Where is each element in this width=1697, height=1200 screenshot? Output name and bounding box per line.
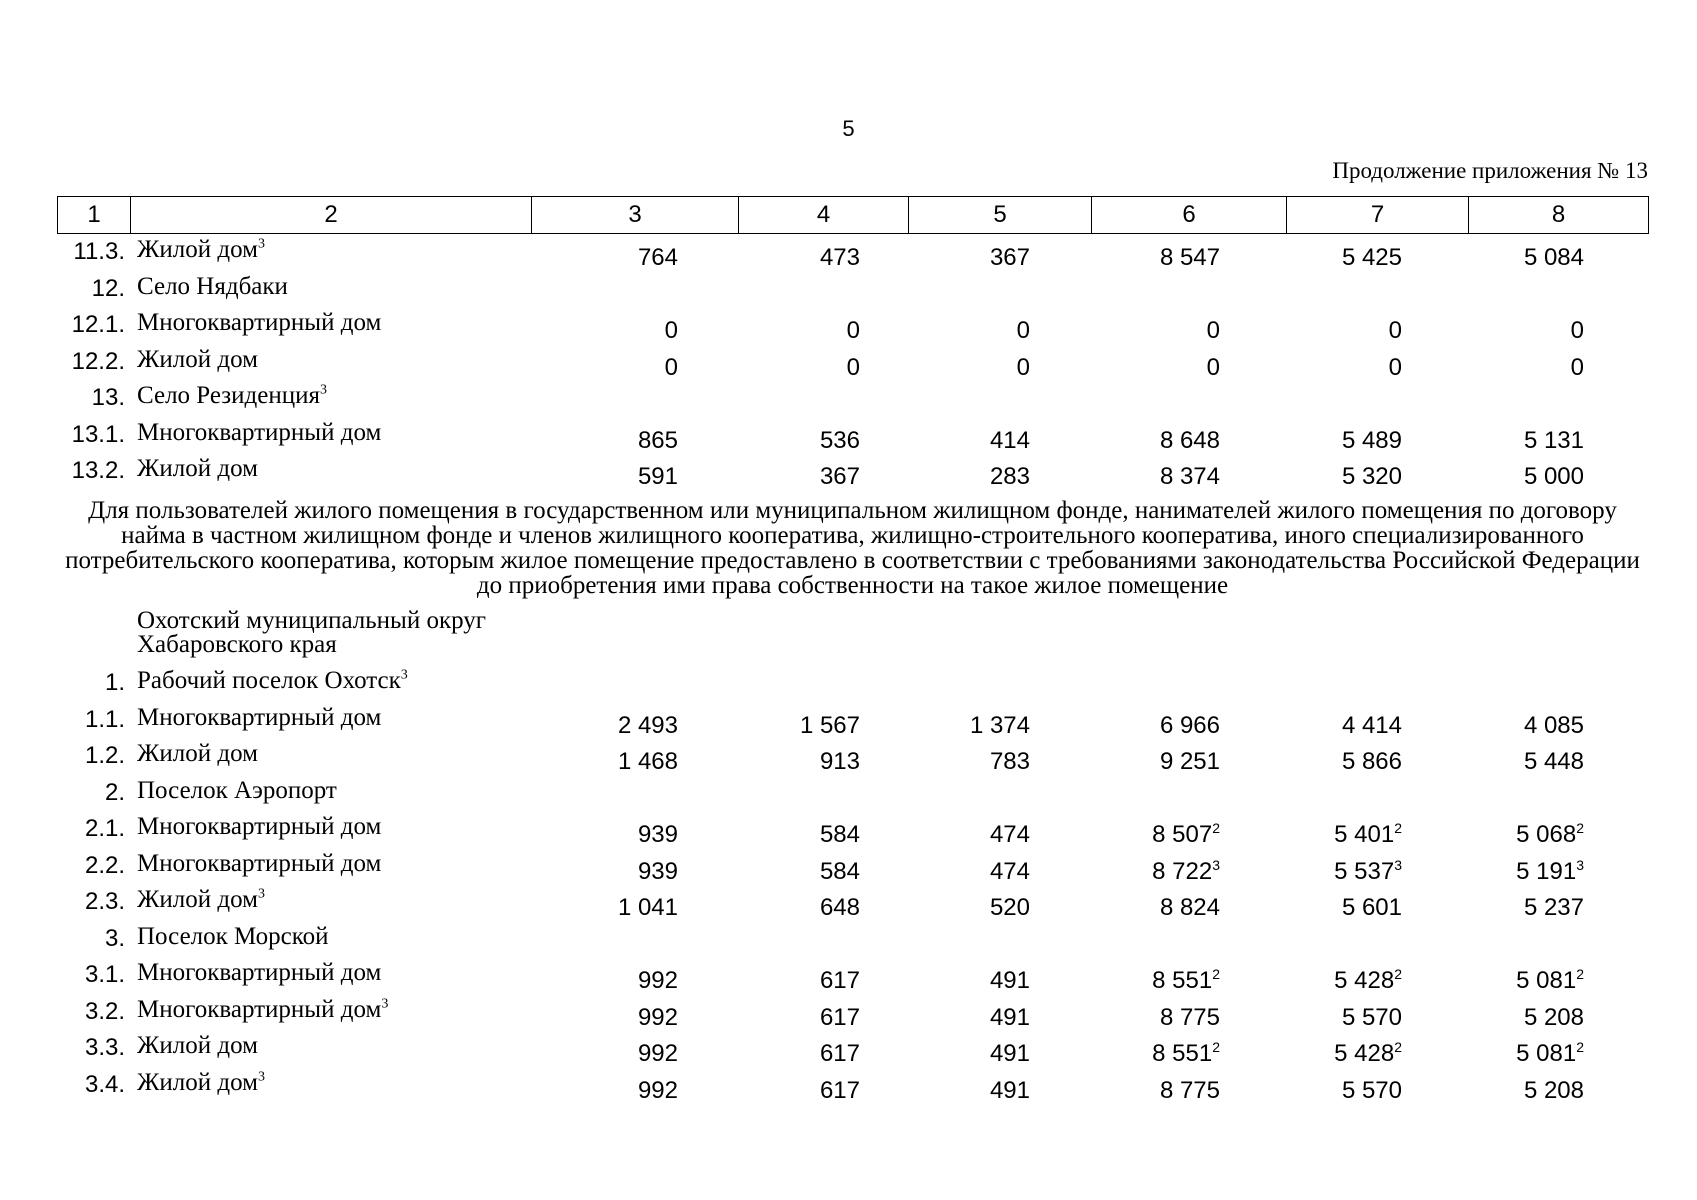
table-row bbox=[57, 667, 1648, 704]
cell-value: 1 374 bbox=[969, 711, 1030, 739]
footnote-mark: 2 bbox=[1212, 1039, 1220, 1055]
table-cell bbox=[528, 317, 678, 345]
table-row bbox=[57, 273, 1648, 310]
column-header: 8 bbox=[1469, 197, 1649, 234]
table-cell bbox=[528, 894, 678, 922]
footnote-mark: 2 bbox=[1212, 966, 1220, 982]
cell-value: 5 448 bbox=[1523, 748, 1584, 775]
cell-value: 8 547 bbox=[1159, 244, 1220, 271]
row-label bbox=[137, 309, 381, 337]
row-label-text: Многоквартирный дом bbox=[137, 849, 382, 877]
cell-value: 8 775 bbox=[1159, 1076, 1220, 1104]
cell-value: 584 bbox=[819, 821, 860, 848]
cell-value: 473 bbox=[819, 244, 860, 271]
table-cell bbox=[1070, 712, 1220, 740]
table-cell bbox=[880, 1004, 1030, 1032]
row-label-text: Жилой дом bbox=[137, 345, 258, 373]
table-cell bbox=[710, 463, 860, 491]
row-label bbox=[137, 777, 337, 805]
cell-value: 5 237 bbox=[1523, 894, 1584, 921]
row-label-text: Многоквартирный дом bbox=[137, 959, 382, 986]
table-cell bbox=[880, 1077, 1030, 1105]
column-header: 5 bbox=[909, 197, 1092, 234]
table-cell bbox=[528, 463, 678, 491]
table-cell bbox=[1070, 317, 1220, 345]
row-number: 13. bbox=[91, 384, 125, 411]
cell-value: 5 570 bbox=[1341, 1076, 1402, 1104]
table-row bbox=[57, 1032, 1648, 1069]
column-header: 4 bbox=[739, 197, 909, 234]
cell-value: 0 bbox=[1016, 317, 1030, 344]
table-cell bbox=[1070, 894, 1220, 922]
footnote-mark: 2 bbox=[1576, 1039, 1584, 1055]
column-header: 7 bbox=[1287, 197, 1469, 234]
table-cell bbox=[1252, 1077, 1402, 1105]
table-row bbox=[57, 850, 1648, 887]
table-row bbox=[57, 923, 1648, 960]
cell-value: 0 bbox=[664, 353, 678, 381]
table-cell bbox=[710, 1004, 860, 1032]
table-row bbox=[57, 740, 1648, 777]
row-label-text: Многоквартирный дом bbox=[137, 418, 382, 446]
table-cell bbox=[710, 748, 860, 776]
cell-value: 5 570 bbox=[1341, 1003, 1402, 1031]
row-number: 2.1. bbox=[84, 815, 125, 842]
row-label bbox=[137, 455, 258, 483]
row-label-text: Многоквартирный дом bbox=[137, 309, 382, 336]
table-row bbox=[57, 777, 1648, 814]
table-cell bbox=[1252, 1040, 1402, 1068]
cell-value: 1 468 bbox=[617, 748, 678, 775]
cell-value: 414 bbox=[989, 426, 1030, 454]
table-row bbox=[57, 1069, 1648, 1106]
cell-value: 283 bbox=[989, 463, 1030, 490]
cell-value: 617 bbox=[819, 967, 860, 994]
row-number: 12. bbox=[91, 274, 125, 302]
table-cell bbox=[1252, 354, 1402, 382]
row-label-text: Жилой дом bbox=[137, 1068, 258, 1096]
footnote-mark: 2 bbox=[1576, 820, 1584, 836]
footnote-mark: 2 bbox=[1394, 820, 1402, 836]
cell-value: 2 493 bbox=[617, 711, 678, 739]
table-cell bbox=[710, 894, 860, 922]
row-number: 1.1. bbox=[84, 705, 125, 733]
cell-value: 4 414 bbox=[1341, 711, 1402, 739]
table-cell bbox=[1070, 1040, 1220, 1068]
row-number: 3.4. bbox=[84, 1070, 125, 1098]
table-row bbox=[57, 813, 1648, 850]
table-cell bbox=[1434, 1040, 1584, 1068]
table-cell bbox=[1252, 427, 1402, 455]
row-label bbox=[137, 346, 258, 374]
table-row bbox=[57, 996, 1648, 1033]
table-cell bbox=[1070, 244, 1220, 272]
cell-value: 5 401 bbox=[1334, 821, 1395, 848]
table-cell bbox=[528, 1077, 678, 1105]
table-row bbox=[57, 309, 1648, 346]
row-label-text: Жилой дом bbox=[137, 886, 258, 913]
district-title-line: Охотский муниципальный округ bbox=[137, 607, 487, 634]
cell-value: 8 374 bbox=[1159, 463, 1220, 490]
table-row bbox=[57, 382, 1648, 419]
cell-value: 5 081 bbox=[1516, 967, 1577, 994]
table-section-2 bbox=[57, 667, 1648, 1105]
footnote-mark: 3 bbox=[1212, 856, 1220, 873]
cell-value: 0 bbox=[1016, 353, 1030, 381]
footnote-mark: 3 bbox=[381, 996, 389, 1012]
table-cell bbox=[1434, 317, 1584, 345]
cell-value: 0 bbox=[846, 353, 860, 381]
cell-value: 783 bbox=[989, 748, 1030, 775]
table-cell bbox=[880, 244, 1030, 272]
table-cell bbox=[1070, 1004, 1220, 1032]
cell-value: 5 428 bbox=[1334, 1040, 1395, 1067]
row-label bbox=[137, 740, 258, 768]
continuation-label: Продолжение приложения № 13 bbox=[1332, 158, 1648, 183]
cell-value: 0 bbox=[1570, 317, 1584, 344]
row-number: 1.2. bbox=[84, 742, 125, 769]
row-number: 2. bbox=[104, 778, 125, 806]
table-cell bbox=[880, 354, 1030, 382]
cell-value: 617 bbox=[819, 1003, 860, 1031]
table-cell bbox=[1252, 858, 1402, 886]
row-number: 3. bbox=[104, 924, 125, 952]
footnote-mark: 3 bbox=[257, 236, 265, 252]
table-cell bbox=[1434, 712, 1584, 740]
footnote-mark: 2 bbox=[1576, 966, 1584, 982]
cell-value: 5 489 bbox=[1341, 426, 1402, 454]
row-label bbox=[137, 1032, 258, 1060]
table-cell bbox=[1252, 317, 1402, 345]
cell-value: 617 bbox=[819, 1076, 860, 1104]
row-label bbox=[137, 923, 329, 951]
cell-value: 474 bbox=[989, 821, 1030, 848]
table-cell bbox=[1252, 967, 1402, 995]
column-header-row bbox=[58, 197, 1649, 234]
row-number: 13.1. bbox=[71, 420, 125, 448]
row-label-text: Село Резиденция bbox=[137, 382, 320, 409]
table-cell bbox=[1252, 1004, 1402, 1032]
cell-value: 6 966 bbox=[1159, 711, 1220, 739]
table-cell bbox=[1070, 967, 1220, 995]
table-cell bbox=[710, 967, 860, 995]
table-cell bbox=[1070, 463, 1220, 491]
cell-value: 367 bbox=[989, 244, 1030, 271]
cell-value: 536 bbox=[819, 426, 860, 454]
row-number: 11.3. bbox=[73, 238, 125, 265]
table-cell bbox=[1434, 1077, 1584, 1105]
table-cell bbox=[528, 427, 678, 455]
table-cell bbox=[880, 1040, 1030, 1068]
row-label-text: Жилой дом bbox=[137, 455, 258, 482]
table-cell bbox=[1252, 463, 1402, 491]
table-cell bbox=[528, 1040, 678, 1068]
row-label bbox=[137, 850, 381, 878]
table-row bbox=[57, 419, 1648, 456]
cell-value: 5 084 bbox=[1523, 244, 1584, 271]
table-row bbox=[57, 886, 1648, 923]
table-cell bbox=[880, 894, 1030, 922]
cell-value: 584 bbox=[819, 857, 860, 885]
row-label-text: Жилой дом bbox=[137, 236, 258, 263]
column-header: 6 bbox=[1092, 197, 1287, 234]
row-number: 13.2. bbox=[71, 457, 125, 484]
cell-value: 992 bbox=[637, 1076, 678, 1104]
footnote-mark: 3 bbox=[1576, 856, 1584, 873]
cell-value: 0 bbox=[1388, 353, 1402, 381]
table-cell bbox=[528, 821, 678, 849]
table-cell bbox=[528, 1004, 678, 1032]
table-cell bbox=[1070, 748, 1220, 776]
table-cell bbox=[1252, 821, 1402, 849]
row-label bbox=[137, 273, 288, 301]
row-number: 3.1. bbox=[84, 961, 125, 988]
cell-value: 491 bbox=[989, 1040, 1030, 1067]
footnote-mark: 2 bbox=[1212, 820, 1220, 836]
cell-value: 8 775 bbox=[1159, 1003, 1220, 1031]
row-label bbox=[137, 1069, 265, 1097]
cell-value: 491 bbox=[989, 1003, 1030, 1031]
cell-value: 5 425 bbox=[1341, 244, 1402, 271]
cell-value: 8 824 bbox=[1159, 894, 1220, 921]
district-title bbox=[137, 609, 486, 657]
cell-value: 5 866 bbox=[1341, 748, 1402, 775]
cell-value: 0 bbox=[1388, 317, 1402, 344]
table-cell bbox=[1252, 712, 1402, 740]
row-number: 3.3. bbox=[84, 1034, 125, 1061]
table-cell bbox=[880, 712, 1030, 740]
row-label bbox=[137, 667, 408, 695]
table-cell bbox=[880, 748, 1030, 776]
cell-value: 992 bbox=[637, 1003, 678, 1031]
table-cell bbox=[1434, 967, 1584, 995]
cell-value: 939 bbox=[637, 857, 678, 885]
table-cell bbox=[1434, 894, 1584, 922]
cell-value: 5 068 bbox=[1516, 821, 1577, 848]
table-row bbox=[57, 236, 1648, 273]
column-header: 3 bbox=[532, 197, 739, 234]
cell-value: 474 bbox=[989, 857, 1030, 885]
cell-value: 5 537 bbox=[1334, 857, 1395, 885]
table-cell bbox=[1070, 858, 1220, 886]
cell-value: 0 bbox=[1570, 353, 1584, 381]
footnote-mark: 3 bbox=[1394, 856, 1402, 873]
footnote-mark: 2 bbox=[1394, 966, 1402, 982]
row-label-text: Жилой дом bbox=[137, 1032, 258, 1059]
table-cell bbox=[1070, 1077, 1220, 1105]
row-label-text: Поселок Аэропорт bbox=[137, 776, 337, 804]
table-cell bbox=[1070, 427, 1220, 455]
cell-value: 8 722 bbox=[1152, 857, 1213, 885]
cell-value: 8 648 bbox=[1159, 426, 1220, 454]
table-cell bbox=[710, 427, 860, 455]
cell-value: 1 041 bbox=[617, 894, 678, 921]
row-label bbox=[137, 236, 265, 264]
table-cell bbox=[1434, 1004, 1584, 1032]
row-label-text: Многоквартирный дом bbox=[137, 995, 382, 1023]
table-cell bbox=[1434, 463, 1584, 491]
table-cell bbox=[1070, 821, 1220, 849]
table-cell bbox=[710, 354, 860, 382]
footnote-mark: 3 bbox=[257, 1069, 265, 1085]
table-row bbox=[57, 455, 1648, 492]
cell-value: 0 bbox=[1206, 353, 1220, 381]
table-cell bbox=[710, 1040, 860, 1068]
cell-value: 5 000 bbox=[1523, 463, 1584, 490]
district-title-line: Хабаровского края bbox=[137, 631, 337, 658]
cell-value: 0 bbox=[846, 317, 860, 344]
cell-value: 491 bbox=[989, 1076, 1030, 1104]
row-label bbox=[137, 419, 381, 447]
row-number: 2.2. bbox=[84, 851, 125, 879]
cell-value: 939 bbox=[637, 821, 678, 848]
table-row bbox=[57, 346, 1648, 383]
cell-value: 764 bbox=[637, 244, 678, 271]
row-label bbox=[137, 886, 265, 914]
column-header: 1 bbox=[58, 197, 131, 234]
row-label-text: Многоквартирный дом bbox=[137, 703, 382, 731]
cell-value: 4 085 bbox=[1523, 711, 1584, 739]
table-cell bbox=[528, 858, 678, 886]
row-number: 2.3. bbox=[84, 888, 125, 915]
cell-value: 0 bbox=[664, 317, 678, 344]
column-header-table bbox=[57, 196, 1649, 234]
table-cell bbox=[710, 712, 860, 740]
row-number: 1. bbox=[104, 669, 125, 696]
row-label-text: Рабочий поселок Охотск bbox=[137, 667, 401, 694]
row-number: 12.2. bbox=[71, 347, 125, 375]
cell-value: 5 081 bbox=[1516, 1040, 1577, 1067]
table-cell bbox=[710, 858, 860, 886]
row-label bbox=[137, 382, 327, 410]
cell-value: 591 bbox=[637, 463, 678, 490]
row-label bbox=[137, 813, 381, 841]
row-label-text: Многоквартирный дом bbox=[137, 813, 382, 840]
page-number: 5 bbox=[842, 116, 855, 141]
table-cell bbox=[1252, 894, 1402, 922]
cell-value: 520 bbox=[989, 894, 1030, 921]
footnote-mark: 2 bbox=[1394, 1039, 1402, 1055]
table-cell bbox=[1434, 244, 1584, 272]
cell-value: 617 bbox=[819, 1040, 860, 1067]
column-header: 2 bbox=[131, 197, 532, 234]
table-cell bbox=[528, 354, 678, 382]
table-cell bbox=[528, 748, 678, 776]
table-cell bbox=[1434, 821, 1584, 849]
row-label-text: Жилой дом bbox=[137, 740, 258, 767]
table-cell bbox=[710, 317, 860, 345]
table-cell bbox=[528, 244, 678, 272]
cell-value: 913 bbox=[819, 748, 860, 775]
table-cell bbox=[880, 427, 1030, 455]
table-row bbox=[57, 959, 1648, 996]
row-label bbox=[137, 959, 381, 987]
table-row bbox=[57, 704, 1648, 741]
table-cell bbox=[880, 821, 1030, 849]
table-cell bbox=[528, 712, 678, 740]
cell-value: 5 320 bbox=[1341, 463, 1402, 490]
cell-value: 5 191 bbox=[1516, 857, 1577, 885]
cell-value: 648 bbox=[819, 894, 860, 921]
cell-value: 8 551 bbox=[1152, 967, 1213, 994]
cell-value: 5 208 bbox=[1523, 1076, 1584, 1104]
table-cell bbox=[880, 463, 1030, 491]
table-cell bbox=[1252, 244, 1402, 272]
table-cell bbox=[1252, 748, 1402, 776]
footnote-mark: 3 bbox=[319, 382, 327, 398]
cell-value: 0 bbox=[1206, 317, 1220, 344]
cell-value: 5 601 bbox=[1341, 894, 1402, 921]
table-cell bbox=[880, 317, 1030, 345]
cell-value: 491 bbox=[989, 967, 1030, 994]
cell-value: 5 428 bbox=[1334, 967, 1395, 994]
cell-value: 5 208 bbox=[1523, 1003, 1584, 1031]
cell-value: 865 bbox=[637, 426, 678, 454]
table-cell bbox=[1070, 354, 1220, 382]
cell-value: 1 567 bbox=[799, 711, 860, 739]
cell-value: 9 251 bbox=[1159, 748, 1220, 775]
cell-value: 8 507 bbox=[1152, 821, 1213, 848]
table-cell bbox=[1434, 427, 1584, 455]
table-cell bbox=[710, 1077, 860, 1105]
row-label-text: Поселок Морской bbox=[137, 922, 329, 950]
cell-value: 992 bbox=[637, 1040, 678, 1067]
table-cell bbox=[710, 821, 860, 849]
row-label bbox=[137, 704, 381, 732]
table-cell bbox=[1434, 354, 1584, 382]
table-cell bbox=[1434, 858, 1584, 886]
table-cell bbox=[880, 858, 1030, 886]
table-section-1 bbox=[57, 236, 1648, 492]
table-cell bbox=[710, 244, 860, 272]
cell-value: 5 131 bbox=[1523, 426, 1584, 454]
cell-value: 992 bbox=[637, 967, 678, 994]
row-label-text: Село Нядбаки bbox=[137, 272, 288, 300]
row-number: 12.1. bbox=[71, 311, 125, 338]
row-label bbox=[137, 996, 388, 1024]
footnote-mark: 3 bbox=[400, 667, 408, 683]
section-description: Для пользователей жилого помещения в государственном или муниципальном жилищном фонде, нанимателей жилого помещения по договору найма в частном жилищном фонде и членов жилищного кооператива, жилищно-строительного кооператива, иного специализированного потребительского кооператива, которым жилое помещение предоставлено в соответствии с требованиями законодательства Российской Федерации до приобретения ими права собственности на такое жилое помещение bbox=[65, 497, 1640, 599]
footnote-mark: 3 bbox=[257, 886, 265, 902]
table-cell bbox=[528, 967, 678, 995]
row-number: 3.2. bbox=[84, 997, 125, 1025]
table-cell bbox=[1434, 748, 1584, 776]
cell-value: 367 bbox=[819, 463, 860, 490]
cell-value: 8 551 bbox=[1152, 1040, 1213, 1067]
table-cell bbox=[880, 967, 1030, 995]
